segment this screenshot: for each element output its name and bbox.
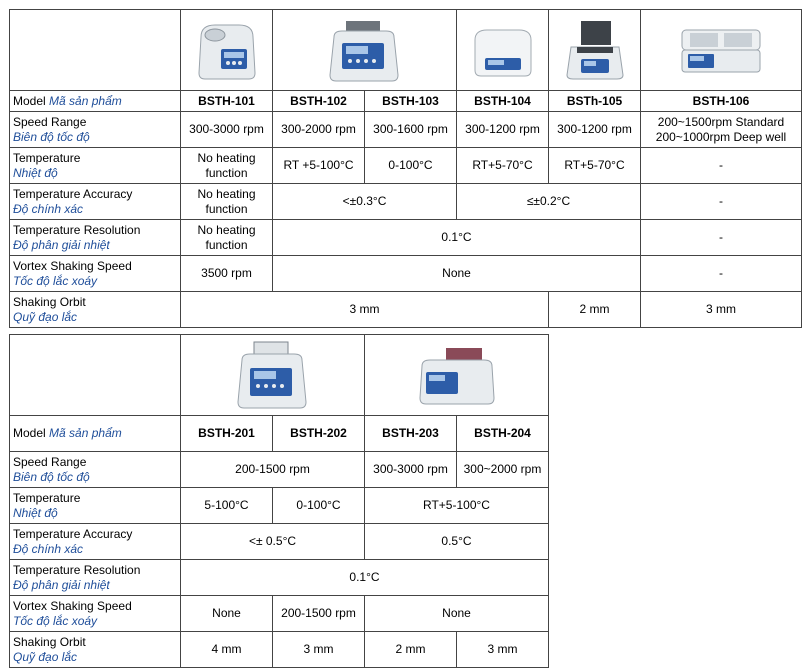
- label-accuracy: Temperature Accuracy Độ chính xác: [10, 184, 181, 220]
- model-bsth-101: BSTH-101: [181, 91, 273, 112]
- vortex-value: -: [641, 256, 802, 292]
- image-row: [10, 10, 802, 91]
- image-header-empty: [10, 10, 181, 91]
- speed-value: 200-1500 rpm: [181, 452, 365, 488]
- resolution-value: -: [641, 220, 802, 256]
- temperature-value: 5-100°C: [181, 488, 273, 524]
- speed-row: [10, 452, 549, 488]
- resolution-value: No heating function: [181, 220, 273, 256]
- temperature-value: No heating function: [181, 148, 273, 184]
- product-image-bsth-106: [641, 10, 802, 91]
- label-vortex: Vortex Shaking Speed Tốc độ lắc xoáy: [10, 256, 181, 292]
- model-bsth-202: BSTH-202: [273, 416, 365, 452]
- vortex-row: [10, 596, 549, 632]
- model-bsth-104: BSTH-104: [457, 91, 549, 112]
- label-resolution: Temperature Resolution Độ phân giải nhiệt: [10, 220, 181, 256]
- vortex-value: None: [181, 596, 273, 632]
- label-accuracy: Temperature Accuracy Độ chính xác: [10, 524, 181, 560]
- model-bsth-201: BSTH-201: [181, 416, 273, 452]
- label-vortex: Vortex Shaking Speed Tốc độ lắc xoáy: [10, 596, 181, 632]
- accuracy-value: <± 0.5°C: [181, 524, 365, 560]
- model-bsth-105: BSTh-105: [549, 91, 641, 112]
- orbit-row: [10, 632, 549, 668]
- product-image-bsth-201-202: [181, 335, 365, 416]
- label-temperature: Temperature Nhiệt độ: [10, 488, 181, 524]
- vortex-value: 3500 rpm: [181, 256, 273, 292]
- label-model: Model Mã sản phẩm: [10, 91, 181, 112]
- speed-value: 300~2000 rpm: [457, 452, 549, 488]
- product-image-bsth-203-204: [365, 335, 549, 416]
- speed-value: 300-1600 rpm: [365, 112, 457, 148]
- orbit-value: 2 mm: [549, 292, 641, 328]
- accuracy-row: [10, 524, 549, 560]
- temperature-value: RT+5-70°C: [457, 148, 549, 184]
- product-image-bsth-104: [457, 10, 549, 91]
- label-resolution: Temperature Resolution Độ phân giải nhiệt: [10, 560, 181, 596]
- image-row: [10, 335, 549, 416]
- product-image-bsth-102-103: [273, 10, 457, 91]
- resolution-value: 0.1°C: [181, 560, 549, 596]
- speed-value: 300-1200 rpm: [549, 112, 641, 148]
- label-model: Model Mã sản phẩm: [10, 416, 181, 452]
- resolution-value: 0.1°C: [273, 220, 641, 256]
- temperature-value: RT+5-70°C: [549, 148, 641, 184]
- accuracy-value: <±0.3°C: [273, 184, 457, 220]
- spec-table-1: [9, 9, 802, 328]
- model-row: [10, 416, 549, 452]
- product-image-bsth-105: [549, 10, 641, 91]
- accuracy-row: [10, 184, 802, 220]
- label-speed: Speed Range Biên độ tốc độ: [10, 112, 181, 148]
- orbit-value: 3 mm: [181, 292, 549, 328]
- orbit-value: 3 mm: [273, 632, 365, 668]
- speed-row: [10, 112, 802, 148]
- orbit-value: 4 mm: [181, 632, 273, 668]
- temperature-value: 0-100°C: [365, 148, 457, 184]
- label-temperature: Temperature Nhiệt độ: [10, 148, 181, 184]
- temperature-value: RT +5-100°C: [273, 148, 365, 184]
- model-bsth-106: BSTH-106: [641, 91, 802, 112]
- spec-table-2: [9, 334, 549, 668]
- model-bsth-203: BSTH-203: [365, 416, 457, 452]
- vortex-row: [10, 256, 802, 292]
- product-image-bsth-101: [181, 10, 273, 91]
- model-bsth-204: BSTH-204: [457, 416, 549, 452]
- speed-value: 300-1200 rpm: [457, 112, 549, 148]
- resolution-row: [10, 560, 549, 596]
- image-header-empty: [10, 335, 181, 416]
- temperature-row: [10, 488, 549, 524]
- orbit-value: 3 mm: [641, 292, 802, 328]
- temperature-value: 0-100°C: [273, 488, 365, 524]
- speed-value: 300-3000 rpm: [181, 112, 273, 148]
- label-speed: Speed Range Biên độ tốc độ: [10, 452, 181, 488]
- accuracy-value: No heating function: [181, 184, 273, 220]
- model-bsth-102: BSTH-102: [273, 91, 365, 112]
- label-orbit: Shaking Orbit Quỹ đạo lắc: [10, 292, 181, 328]
- resolution-row: [10, 220, 802, 256]
- model-row: [10, 91, 802, 112]
- speed-value: 200~1500rpm Standard 200~1000rpm Deep well: [641, 112, 802, 148]
- label-orbit: Shaking Orbit Quỹ đạo lắc: [10, 632, 181, 668]
- speed-value: 300-3000 rpm: [365, 452, 457, 488]
- vortex-value: None: [273, 256, 641, 292]
- vortex-value: 200-1500 rpm: [273, 596, 365, 632]
- model-bsth-103: BSTH-103: [365, 91, 457, 112]
- orbit-value: 3 mm: [457, 632, 549, 668]
- orbit-value: 2 mm: [365, 632, 457, 668]
- orbit-row: [10, 292, 802, 328]
- accuracy-value: ≤±0.2°C: [457, 184, 641, 220]
- accuracy-value: -: [641, 184, 802, 220]
- temperature-value: -: [641, 148, 802, 184]
- vortex-value: None: [365, 596, 549, 632]
- temperature-row: [10, 148, 802, 184]
- speed-value: 300-2000 rpm: [273, 112, 365, 148]
- temperature-value: RT+5-100°C: [365, 488, 549, 524]
- accuracy-value: 0.5°C: [365, 524, 549, 560]
